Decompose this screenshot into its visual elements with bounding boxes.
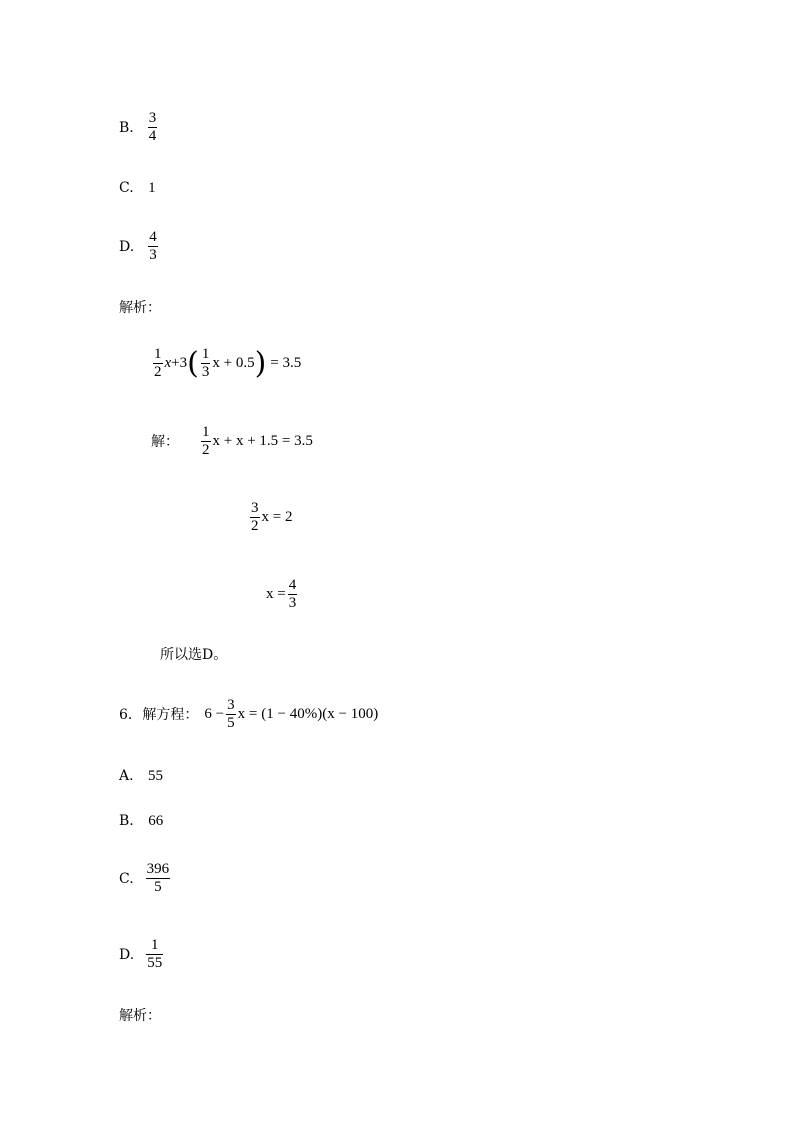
q6-question: 6. 解方程： 6 − $\frac{3}{5}$ x = (1 − 40%)(x − 100) [119, 697, 379, 731]
fraction: $\frac{1}{3}$ [201, 346, 210, 380]
option-value: 55 [148, 768, 164, 784]
solve-step-2: $\frac{3}{2}$ x = 2 [251, 500, 293, 534]
fraction: $\frac{3}{5}$ [227, 697, 235, 731]
solve-label: 解： [151, 433, 179, 450]
option-label: D. [119, 946, 135, 963]
q5-analysis-label: 解析： [119, 300, 161, 316]
equation-setup: $\frac{1}{2}$ x +3 ( $\frac{1}{3}$ x + 0.5 ) = 3.5 [154, 345, 302, 381]
fraction: $\frac{3}{2}$ [251, 500, 259, 534]
fraction: $\frac{1}{55}$ [147, 937, 163, 971]
q6-option-a [119, 768, 163, 784]
option-value: 1 [148, 180, 156, 196]
option-label: B. [119, 813, 134, 829]
option-label: D. [119, 238, 135, 255]
right-paren: ) [254, 345, 267, 381]
q5-conclusion: 所以选D。 [160, 647, 228, 663]
q5-option-d [119, 229, 160, 264]
q5-option-c [119, 180, 156, 196]
option-label: B. [119, 119, 134, 136]
fraction: $\frac{1}{2}$ [154, 346, 162, 380]
solve-step-1: 解： $\frac{1}{2}$ x + x + 1.5 = 3.5 [151, 424, 313, 458]
option-label: C. [119, 180, 134, 196]
fraction: $\frac{4}{3}$ [149, 229, 157, 263]
solve-step-3: x = $\frac{4}{3}$ [266, 577, 297, 611]
option-label: A. [119, 768, 134, 784]
q6-option-b [119, 813, 163, 829]
question-prompt: 解方程： [142, 706, 199, 723]
fraction: $\frac{396}{5}$ [146, 861, 170, 895]
q6-analysis-label: 解析： [119, 1008, 161, 1024]
factor-1: (1 − 40%)(x − 100) [261, 706, 379, 722]
q6-option-c [119, 861, 172, 896]
left-paren: ( [187, 345, 199, 381]
fraction: $\frac{3}{4}$ [148, 110, 157, 144]
fraction: $\frac{4}{3}$ [288, 577, 297, 611]
q6-option-d [119, 937, 165, 972]
question-number: 6. [119, 706, 133, 723]
fraction: $\frac{1}{2}$ [202, 424, 210, 458]
q5-option-b [119, 110, 159, 145]
option-label: C. [119, 870, 134, 887]
option-value: 66 [148, 813, 164, 829]
